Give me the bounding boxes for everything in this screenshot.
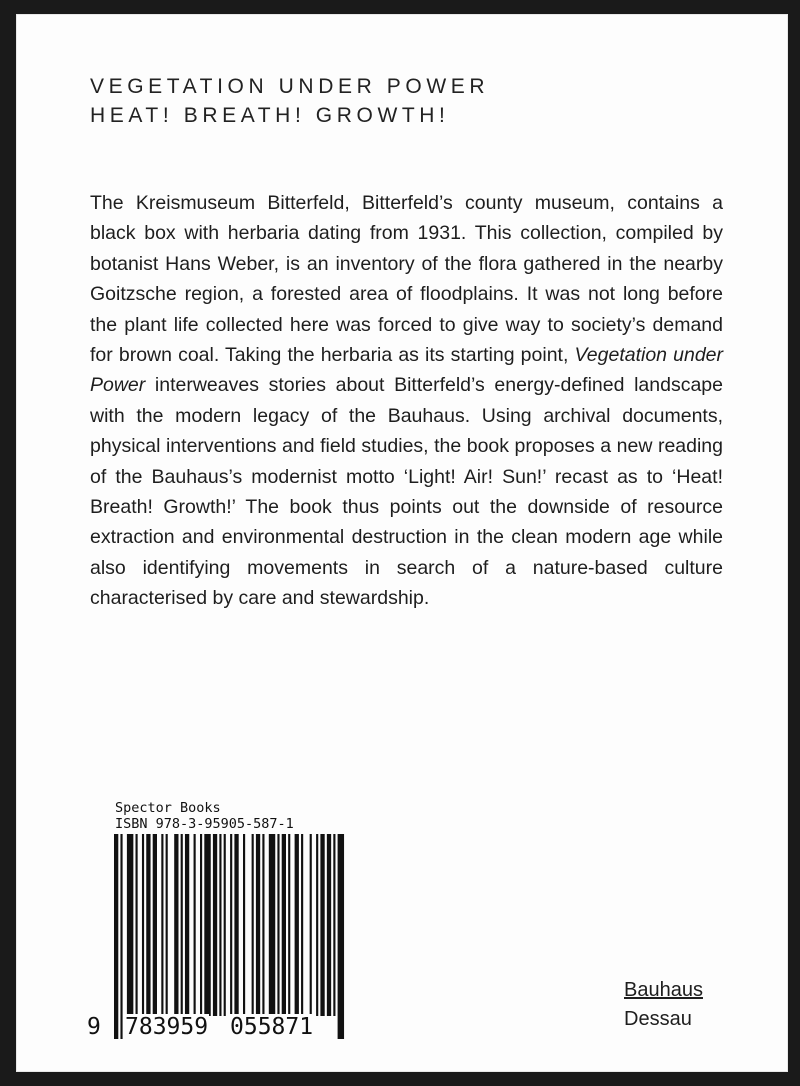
barcode-isbn-line: ISBN 978-3-95905-587-1 <box>115 816 294 832</box>
barcode-digits-left: 783959 <box>125 1014 209 1040</box>
barcode-bar <box>153 834 157 1016</box>
blurb-paragraph <box>90 188 723 614</box>
barcode-bar <box>161 834 163 1016</box>
barcode-bar <box>204 834 210 1016</box>
barcode-bar <box>277 834 279 1016</box>
isbn-barcode-block <box>86 800 314 1042</box>
barcode-bar <box>333 834 335 1016</box>
barcode-bar <box>120 834 122 1039</box>
barcode-bars <box>112 834 352 1039</box>
barcode-bar <box>288 834 290 1016</box>
barcode-digit-lead: 9 <box>87 1014 101 1040</box>
publisher-line-2: Dessau <box>624 1008 692 1030</box>
barcode-bar <box>243 834 245 1016</box>
title-line-1: VEGETATION UNDER POWER <box>90 75 490 98</box>
barcode-bar <box>269 834 275 1016</box>
barcode-publisher-line: Spector Books <box>115 800 221 816</box>
barcode-bar <box>166 834 168 1016</box>
barcode-digits-right: 055871 <box>230 1014 314 1040</box>
barcode-bar <box>224 834 226 1016</box>
barcode-bar <box>185 834 189 1016</box>
book-back-cover <box>16 14 788 1072</box>
barcode-bar <box>230 834 232 1039</box>
barcode-bar <box>327 834 331 1016</box>
barcode-bar <box>194 834 196 1016</box>
barcode-bar <box>200 834 202 1016</box>
barcode-row <box>86 832 314 1042</box>
barcode-bar <box>295 834 299 1016</box>
title-block <box>90 72 489 130</box>
barcode-bar <box>213 834 217 1016</box>
barcode-bar <box>181 834 183 1016</box>
barcode-bar <box>146 834 150 1016</box>
blurb-text-start: The Kreismuseum Bitterfeld, Bitterfeld’s county museum, contains a black box with herbaria dating from 1931. This collection, compiled by botanist Hans Weber, is an inventory of the flora gathered in the nearby Goitzsche region, a forested area of floodplains. It was not long before the plant life collected here was forced to give way to society’s demand for brown coal. Taking the herbaria as its starting point, <box>90 192 723 367</box>
barcode-bar <box>316 834 318 1016</box>
barcode-bar <box>262 834 264 1016</box>
barcode-bar <box>282 834 286 1016</box>
title-line-2: HEAT! BREATH! GROWTH! <box>90 104 450 127</box>
barcode-bar <box>310 834 312 1016</box>
blurb-book-title-italic: Vegetation under Power <box>90 344 723 397</box>
publisher-imprint <box>624 976 703 1034</box>
barcode-bar <box>127 834 133 1016</box>
publisher-line-1: Bauhaus <box>624 979 703 1001</box>
barcode-bar <box>256 834 260 1016</box>
barcode-bar <box>136 834 138 1016</box>
blurb-text-end: interweaves stories about Bitterfeld’s energy-defined landscape with the modern legacy of the Bauhaus. Using archival documents, physical interventions and field studies, the book proposes a new reading of the Bauhaus’s modernist motto ‘Light! Air! Sun!’ recast as to ‘Heat! Breath! Growth!’ The book thus points out the downside of resource extraction and environmental destruction in the clean modern age while also identifying movements in search of a nature-based culture characterised by care and stewardship. <box>90 374 723 610</box>
barcode-bar <box>142 834 144 1016</box>
barcode-bar <box>301 834 303 1016</box>
barcode-bar <box>320 834 324 1016</box>
barcode-bar <box>234 834 238 1016</box>
barcode-bar <box>252 834 254 1016</box>
barcode-bar <box>174 834 178 1016</box>
barcode-bar <box>114 834 118 1039</box>
barcode-bar <box>338 834 344 1039</box>
barcode-bar <box>219 834 221 1016</box>
